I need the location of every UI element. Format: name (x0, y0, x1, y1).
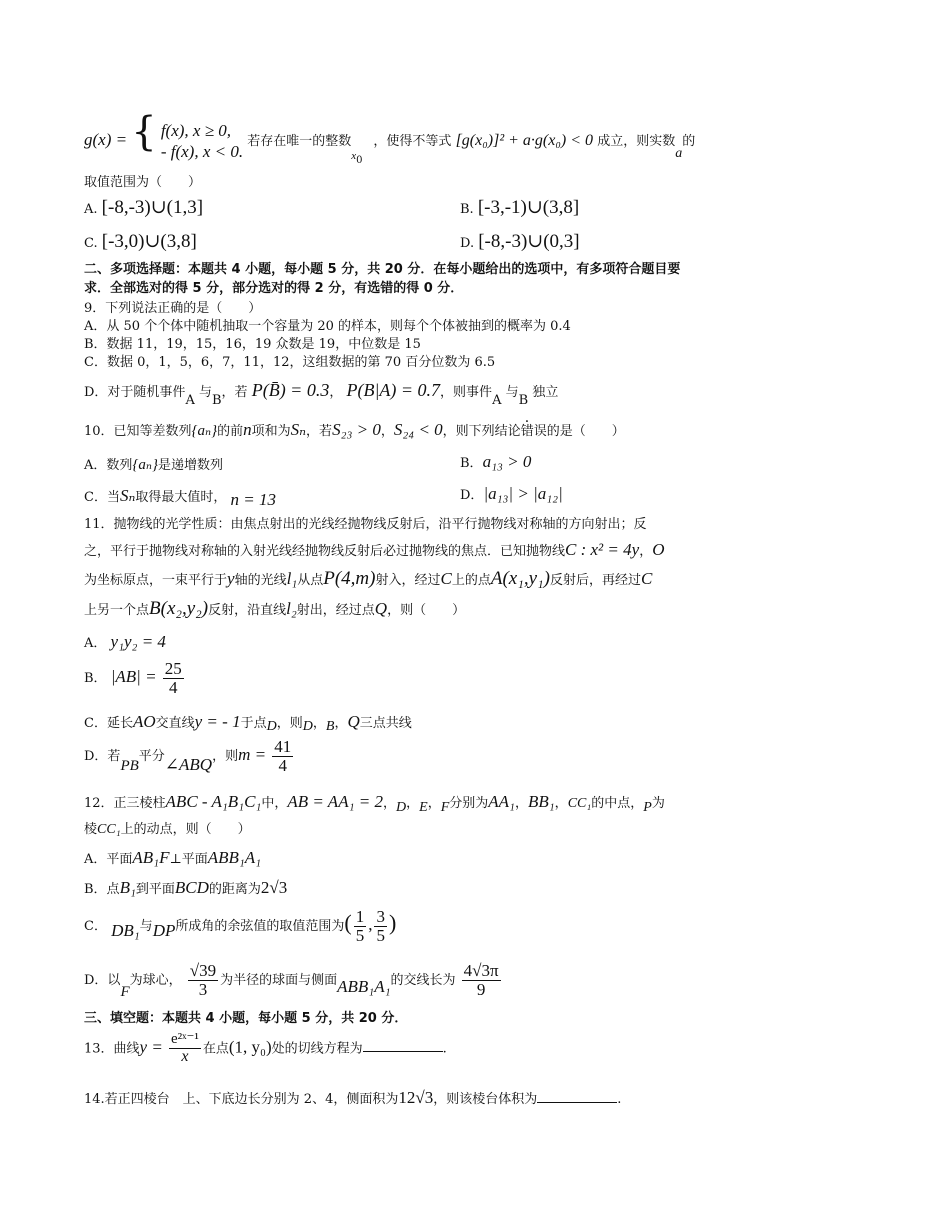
text: ，则（ ） (387, 603, 466, 618)
fraction (272, 738, 293, 775)
denominator: 5 (355, 925, 365, 945)
text: 10．已知等差数列 (84, 424, 192, 439)
point-q: Q (374, 599, 388, 618)
angle-abq: ∠ABQ (164, 754, 213, 774)
numerator: e²ˣ⁻¹ (170, 1031, 199, 1047)
fraction (163, 660, 184, 697)
q11-line2: 之，平行于抛物线对称轴的入射光线经抛物线反射后必过抛物线的焦点．已知抛物线C : x² = 4y，O (84, 540, 665, 559)
point-d: D (302, 719, 313, 734)
math: a₁₃ > 0 (482, 452, 532, 471)
text: C． (84, 918, 107, 934)
edge-bb1: BB₁ (527, 792, 555, 811)
denominator: 4 (168, 677, 178, 697)
edge-aa1: AA₁ (488, 792, 515, 811)
event-a: A (185, 393, 195, 408)
line-eq: y = - 1 (194, 712, 241, 731)
q8-inequality: [g(x₀)]² + a·g(x₀) < 0 (455, 132, 594, 149)
text: 12．正三棱柱 (84, 796, 166, 811)
q11-line1: 11．抛物线的光学性质：由焦点射出的光线经抛物线反射后，沿平行抛物线对称轴的方向射出；反 (84, 517, 647, 532)
q8-text1: 若存在唯一的整数 (247, 134, 352, 149)
text: 的前 (217, 424, 244, 439)
denominator: x (181, 1047, 189, 1065)
text: 上另一个点 (84, 603, 150, 618)
n-var: n (243, 420, 252, 439)
point-e: E (419, 800, 428, 815)
text: A． (84, 636, 107, 651)
text: 射出，经过点 (296, 603, 375, 618)
text: 的距离为 (208, 882, 261, 897)
equation: AB = AA₁ = 2 (287, 792, 383, 811)
text: B． (460, 456, 483, 471)
text: . (617, 1092, 622, 1107)
text: 为半径的球面与侧面 (220, 972, 338, 988)
prob-b-given-a: P(B|A) = 0.7 (346, 380, 441, 400)
distance-value: 2√3 (260, 878, 288, 897)
text: 所成角的余弦值的取值范围为 (175, 918, 345, 934)
plane-bcd: BCD (174, 878, 209, 897)
point-p: P (643, 800, 652, 815)
text: . (442, 1041, 447, 1057)
text: 项和为 (251, 424, 291, 439)
section2-heading-line1: 二、多项选择题：本题共 4 小题，每小题 5 分，共 20 分．在每小题给出的选项中，有多项符合题目要 (84, 262, 681, 277)
text: D．若 (84, 748, 121, 764)
text: ，则 (212, 748, 239, 764)
l2: l₂ (286, 599, 297, 618)
denominator: 4 (278, 755, 287, 775)
text: ，则下列结论 (442, 424, 521, 439)
numerator: 3 (376, 907, 385, 926)
q11-line4 (84, 598, 465, 620)
q10-option-c[interactable] (84, 486, 276, 509)
section2-heading-line2: 求．全部选对的得 5 分，部分选对的得 2 分，有选错的得 0 分． (84, 281, 464, 296)
text: ，则 (276, 716, 303, 731)
text: 与 (198, 385, 212, 400)
math: y₁y₂ = 4 (110, 632, 166, 651)
answer-blank[interactable] (537, 1090, 617, 1103)
edge-cc1: CC₁ (97, 822, 121, 837)
option-label: B. (460, 202, 474, 217)
text: 为球心， (129, 972, 182, 988)
numerator: 4√3π (463, 961, 499, 980)
case-2: - f(x), x < 0. (160, 141, 244, 161)
text: 射入，经过 (375, 573, 441, 588)
point: (1, y₀) (228, 1037, 272, 1057)
text: 是递增数列 (157, 458, 223, 473)
q11-option-a[interactable] (84, 632, 166, 652)
q8-line2: 取值范围为（ ） (84, 175, 202, 190)
text: A．数列 (84, 458, 133, 473)
text: 与 (139, 918, 153, 934)
text: 为坐标原点，一束平行于 (84, 573, 228, 588)
numerator: 41 (274, 737, 292, 756)
edge-cc1: CC₁ (567, 796, 592, 811)
emphasis-wrong: 错误 (520, 424, 547, 439)
text: 从点 (297, 573, 324, 588)
q11-option-c[interactable]: C．延长AO交直线y = - 1于点D，则D，B，Q三点共线 (84, 712, 412, 734)
event-b: B (518, 393, 529, 408)
q8-option-b[interactable] (460, 196, 579, 219)
radius-fraction (188, 962, 218, 999)
curve-c: C (440, 569, 452, 588)
q11-option-d[interactable] (84, 738, 295, 775)
text: 棱 (84, 822, 98, 837)
text: ，则该棱台体积为 (433, 1092, 538, 1107)
text: C．当 (84, 490, 120, 505)
curve-c: C (640, 569, 653, 588)
q9-option-c[interactable]: C．数据 0，1，5，6，7，11，12，这组数据的第 70 百分位数为 6.5 (84, 355, 496, 370)
text: ，若 (306, 424, 333, 439)
g-definition: g(x) = (84, 130, 128, 149)
cond-2: S₂₄ < 0 (393, 420, 443, 439)
point-f: F (440, 800, 450, 815)
text: 上的动点，则（ ） (120, 822, 251, 837)
option-value: [-3,-1)∪(3,8] (477, 197, 580, 218)
q8-option-d[interactable] (460, 230, 580, 253)
text: D． (460, 488, 484, 503)
cond-1: S₂₃ > 0 (332, 420, 381, 439)
text: ，若 (221, 385, 248, 400)
q14 (84, 1088, 621, 1108)
point-f: F (120, 983, 130, 1000)
math: y = (139, 1037, 163, 1057)
sequence: {aₙ} (191, 423, 218, 439)
point-b: B(x₂,y₂) (149, 598, 209, 619)
q8-text3: 成立，则实数 (597, 134, 676, 149)
option-value: [-8,-3)∪(0,3] (478, 231, 580, 252)
q12-option-b[interactable] (84, 878, 287, 898)
text: B．点 (84, 882, 120, 897)
plane-2: ABB₁A₁ (207, 848, 262, 867)
math: n = 13 (230, 490, 276, 509)
q12-option-c[interactable]: C． DB₁与DP所成角的余弦值的取值范围为( $\frac{1}{5}$ , $\frac{3}{5}$ ) (84, 907, 397, 945)
option-label: C. (84, 236, 98, 251)
q8-text4: 的 (682, 134, 696, 149)
point-b1: B₁ (119, 878, 136, 897)
answer-blank[interactable] (363, 1039, 443, 1052)
text: 处的切线方程为 (271, 1041, 363, 1057)
math: |AB| = (110, 666, 157, 686)
text: 的是（ ） (546, 424, 625, 439)
point-d: D (266, 719, 277, 734)
parabola: C : x² = 4y (565, 540, 640, 559)
section3-heading: 三、填空题：本题共 4 小题，每小题 5 分，共 20 分． (84, 1011, 408, 1026)
lateral-area: 12√3 (398, 1088, 434, 1107)
q11-line3 (84, 568, 652, 590)
sn: Sₙ (290, 420, 307, 439)
text: 与 (505, 385, 519, 400)
q10-option-b[interactable] (460, 452, 531, 472)
text: 平分 (138, 748, 165, 764)
math: m = (238, 744, 267, 764)
text: 到平面 (135, 882, 175, 897)
text: 在点 (202, 1041, 229, 1057)
q8-text2: ，使得不等式 (373, 134, 452, 149)
q10-stem: 10．已知等差数列{aₙ}的前n项和为Sₙ，若S₂₃ > 0，S₂₄ < 0，则下列结论错误的是（ ） (84, 420, 625, 439)
sn: Sₙ (119, 486, 136, 505)
text: 反射，沿直线 (208, 603, 287, 618)
text: ⊥平面 (169, 852, 208, 867)
x0-symbol: x0 (351, 150, 363, 166)
q12-line2 (84, 822, 251, 838)
point-q: Q (347, 712, 360, 731)
q12-option-d[interactable] (84, 962, 503, 999)
text: 交直线 (155, 716, 195, 731)
text: 分别为 (449, 796, 489, 811)
denominator: 3 (198, 979, 208, 999)
text: 轴的光线 (234, 573, 287, 588)
text: 反射后，再经过 (549, 573, 641, 588)
text: 三点共线 (359, 716, 412, 731)
plane-1: AB₁F (132, 848, 170, 867)
answer-fraction (462, 962, 501, 999)
l1: l₁ (286, 569, 298, 588)
q10-option-d[interactable] (460, 484, 563, 504)
denominator: 9 (476, 979, 486, 999)
q13 (84, 1032, 447, 1066)
point-a: A(x₁,y₁) (490, 568, 550, 589)
text: D．以 (84, 972, 121, 988)
point-p: P(4,m) (323, 568, 376, 589)
option-value: [-8,-3)∪(1,3] (101, 197, 204, 218)
q8-line1 (84, 109, 696, 166)
origin: O (652, 540, 665, 559)
text: D．对于随机事件 (84, 385, 186, 400)
event-a: A (492, 393, 502, 408)
face: ABB₁A₁ (337, 976, 391, 996)
q9-option-d[interactable]: D．对于随机事件A 与B，若 P(B̄) = 0.3， P(B|A) = 0.7，则事件A 与B 独立 (84, 380, 559, 408)
fraction-2 (374, 908, 387, 945)
text: 取得最大值时， (135, 490, 227, 505)
q9-stem: 9．下列说法正确的是（ ） (84, 301, 262, 316)
option-label: D. (460, 236, 475, 251)
function-fraction (169, 1032, 201, 1066)
option-value: [-3,0)∪(3,8] (101, 231, 197, 252)
text: 中， (261, 796, 288, 811)
event-b: B (211, 393, 222, 408)
text: 上的点 (451, 573, 491, 588)
text: 的交线长为 (390, 972, 456, 988)
numerator: 25 (164, 659, 182, 678)
segment-ao: AO (132, 712, 156, 731)
x0-var: x (351, 150, 357, 162)
brace: { (131, 109, 157, 155)
text: 独立 (532, 385, 559, 400)
q9-option-a[interactable]: A．从 50 个个体中随机抽取一个容量为 20 的样本，则每个个体被抽到的概率为 0.4 (84, 319, 571, 334)
text: B． (84, 670, 107, 686)
q12-option-a[interactable] (84, 848, 261, 868)
denominator: 5 (376, 925, 385, 945)
prob-b-bar: P(B̄) = 0.3 (251, 380, 330, 400)
segment-dp: DP (152, 920, 176, 940)
math: |a₁₃| > |a₁₂| (483, 484, 563, 503)
text: 13．曲线 (84, 1041, 140, 1057)
text: 之，平行于抛物线对称轴的入射光线经抛物线反射后必过抛物线的焦点．已知抛物线 (84, 544, 566, 559)
numerator: √39 (189, 961, 217, 980)
text: 于点 (240, 716, 267, 731)
q11-option-b[interactable] (84, 660, 186, 697)
case-1: f(x), x ≥ 0, (160, 121, 232, 141)
text: A．平面 (84, 852, 133, 867)
y-var: y (227, 569, 235, 588)
sequence: {aₙ} (132, 457, 158, 473)
text: C．延长 (84, 716, 133, 731)
text: 的中点， (591, 796, 644, 811)
q12-line1: 12．正三棱柱ABC - A₁B₁C₁中，AB = AA₁ = 2，D，E，F分别为AA₁，BB₁，CC₁的中点，P为 (84, 792, 665, 815)
fraction-1 (354, 908, 367, 945)
text: 14.若正四棱台 上、下底边长分别为 2、4，侧面积为 (84, 1092, 399, 1107)
q8-option-a[interactable] (84, 196, 203, 219)
q9-option-b[interactable]: B．数据 11，19，15，16，19 众数是 19，中位数是 15 (84, 337, 421, 352)
q8-option-c[interactable] (84, 230, 197, 253)
q10-option-a[interactable] (84, 454, 223, 474)
segment-pb: PB (120, 757, 139, 774)
a-var: a (675, 146, 683, 161)
numerator: 1 (355, 907, 365, 926)
text: 为 (651, 796, 665, 811)
point-d: D (395, 800, 407, 815)
option-label: A. (84, 202, 98, 217)
segment-db1: DB₁ (111, 920, 140, 940)
prism: ABC - A₁B₁C₁ (165, 792, 262, 811)
text: ，则事件 (440, 385, 493, 400)
